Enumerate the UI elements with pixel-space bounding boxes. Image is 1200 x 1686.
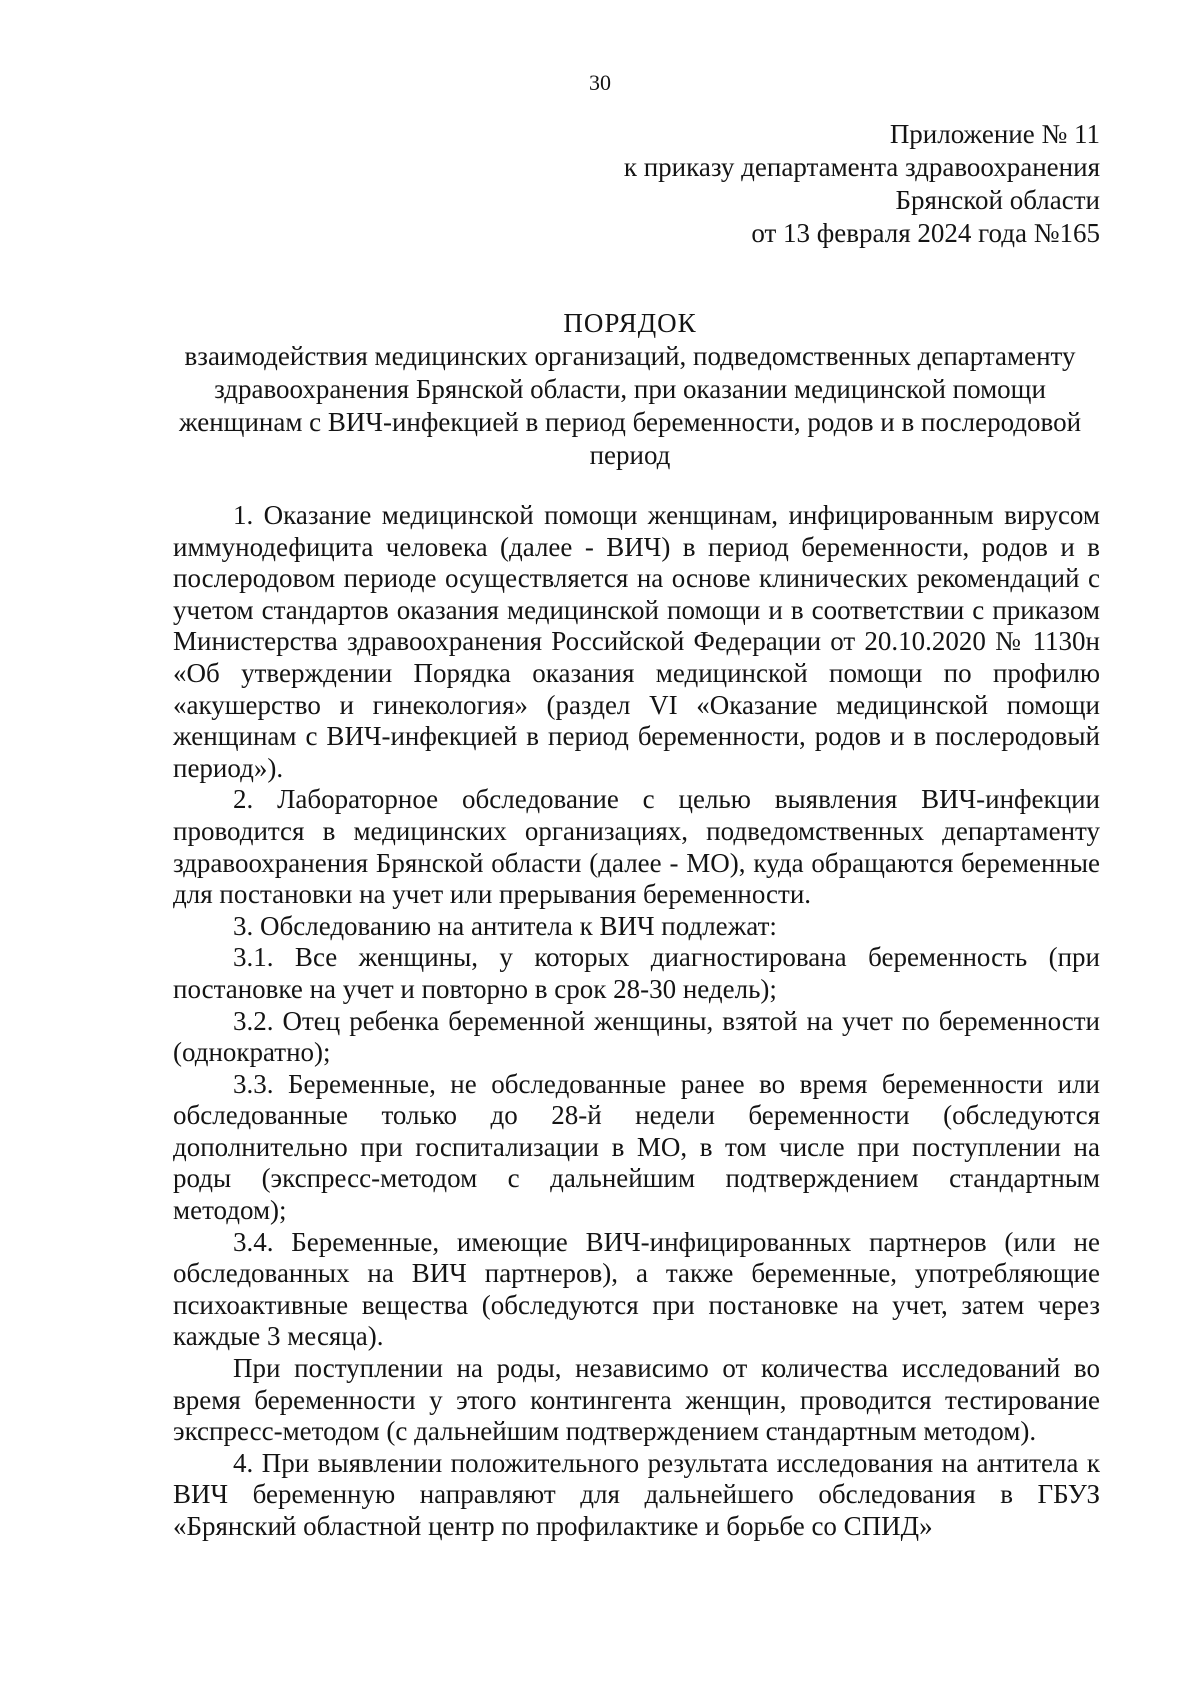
annex-block — [400, 118, 1100, 250]
page-number: 30 — [589, 70, 611, 95]
paragraph-4: 4. При выявлении положительного результата исследования на антитела к ВИЧ беременную направляют для дальнейшего обследования в ГБУЗ «Брянский областной центр по профилактике и борьбе со СПИД» — [173, 1447, 1100, 1541]
annex-region-line: Брянской области — [895, 185, 1100, 215]
paragraph-3-4: 3.4. Беременные, имеющие ВИЧ-инфицированных партнеров (или не обследованных на ВИЧ партнеров), а также беременные, употребляющие психоактивные вещества (обследуются при постановке на учет, затем через каждые 3 месяца). — [173, 1226, 1100, 1352]
paragraph-admission: При поступлении на роды, независимо от количества исследований во время беременности у этого контингента женщин, проводится тестирование экспресс-методом (с дальнейшим подтверждением стандартным методом). — [173, 1353, 1100, 1447]
doc-title: ПОРЯДОК — [563, 308, 697, 338]
annex-order-line: к приказу департамента здравоохранения — [623, 152, 1100, 182]
paragraph-3-3: 3.3. Беременные, не обследованные ранее во время беременности или обследованные только до 28-й недели беременности (обследуются дополнительно при госпитализации в МО, в том числе при поступлении на роды (экспресс-методом с дальнейшим подтверждением стандартным методом); — [173, 1068, 1100, 1226]
paragraph-3-2: 3.2. Отец ребенка беременной женщины, взятой на учет по беременности (однократно); — [173, 1005, 1100, 1068]
annex-number: Приложение № 11 — [889, 119, 1100, 149]
paragraph-2: 2. Лабораторное обследование с целью выявления ВИЧ-инфекции проводится в медицинских организациях, подведомственных департаменту здравоохранения Брянской области (далее - МО), куда обращаются беременные для постановки на учет или прерывания беременности. — [173, 784, 1100, 910]
paragraph-1: 1. Оказание медицинской помощи женщинам, инфицированным вирусом иммунодефицита человека (далее - ВИЧ) в период беременности, родов и в послеродовом периоде осуществляется на основе клинических рекомендаций с учетом стандартов оказания медицинской помощи и в соответствии с приказом Министерства здравоохранения Российской Федерации от 20.10.2020 № 1130н «Об утверждении Порядка оказания медицинской помощи по профилю «акушерство и гинекология» (раздел VI «Оказание медицинской помощи женщинам с ВИЧ-инфекцией в период беременности, родов и в послеродовый период»). — [173, 500, 1100, 783]
doc-subtitle: взаимодействия медицинских организаций, подведомственных департаменту здравоохранения Брянской области, при оказании медицинской помощи женщинам с ВИЧ-инфекцией в период беременности, родов и в послеродовой период — [178, 341, 1082, 470]
body-text — [173, 500, 1100, 1543]
annex-date-line: от 13 февраля 2024 года №165 — [751, 218, 1100, 248]
title-block — [160, 307, 1100, 472]
paragraph-3-1: 3.1. Все женщины, у которых диагностирована беременность (при постановке на учет и повторно в срок 28-30 недель); — [173, 942, 1100, 1004]
paragraph-3: 3. Обследованию на антитела к ВИЧ подлежат: — [233, 910, 777, 941]
